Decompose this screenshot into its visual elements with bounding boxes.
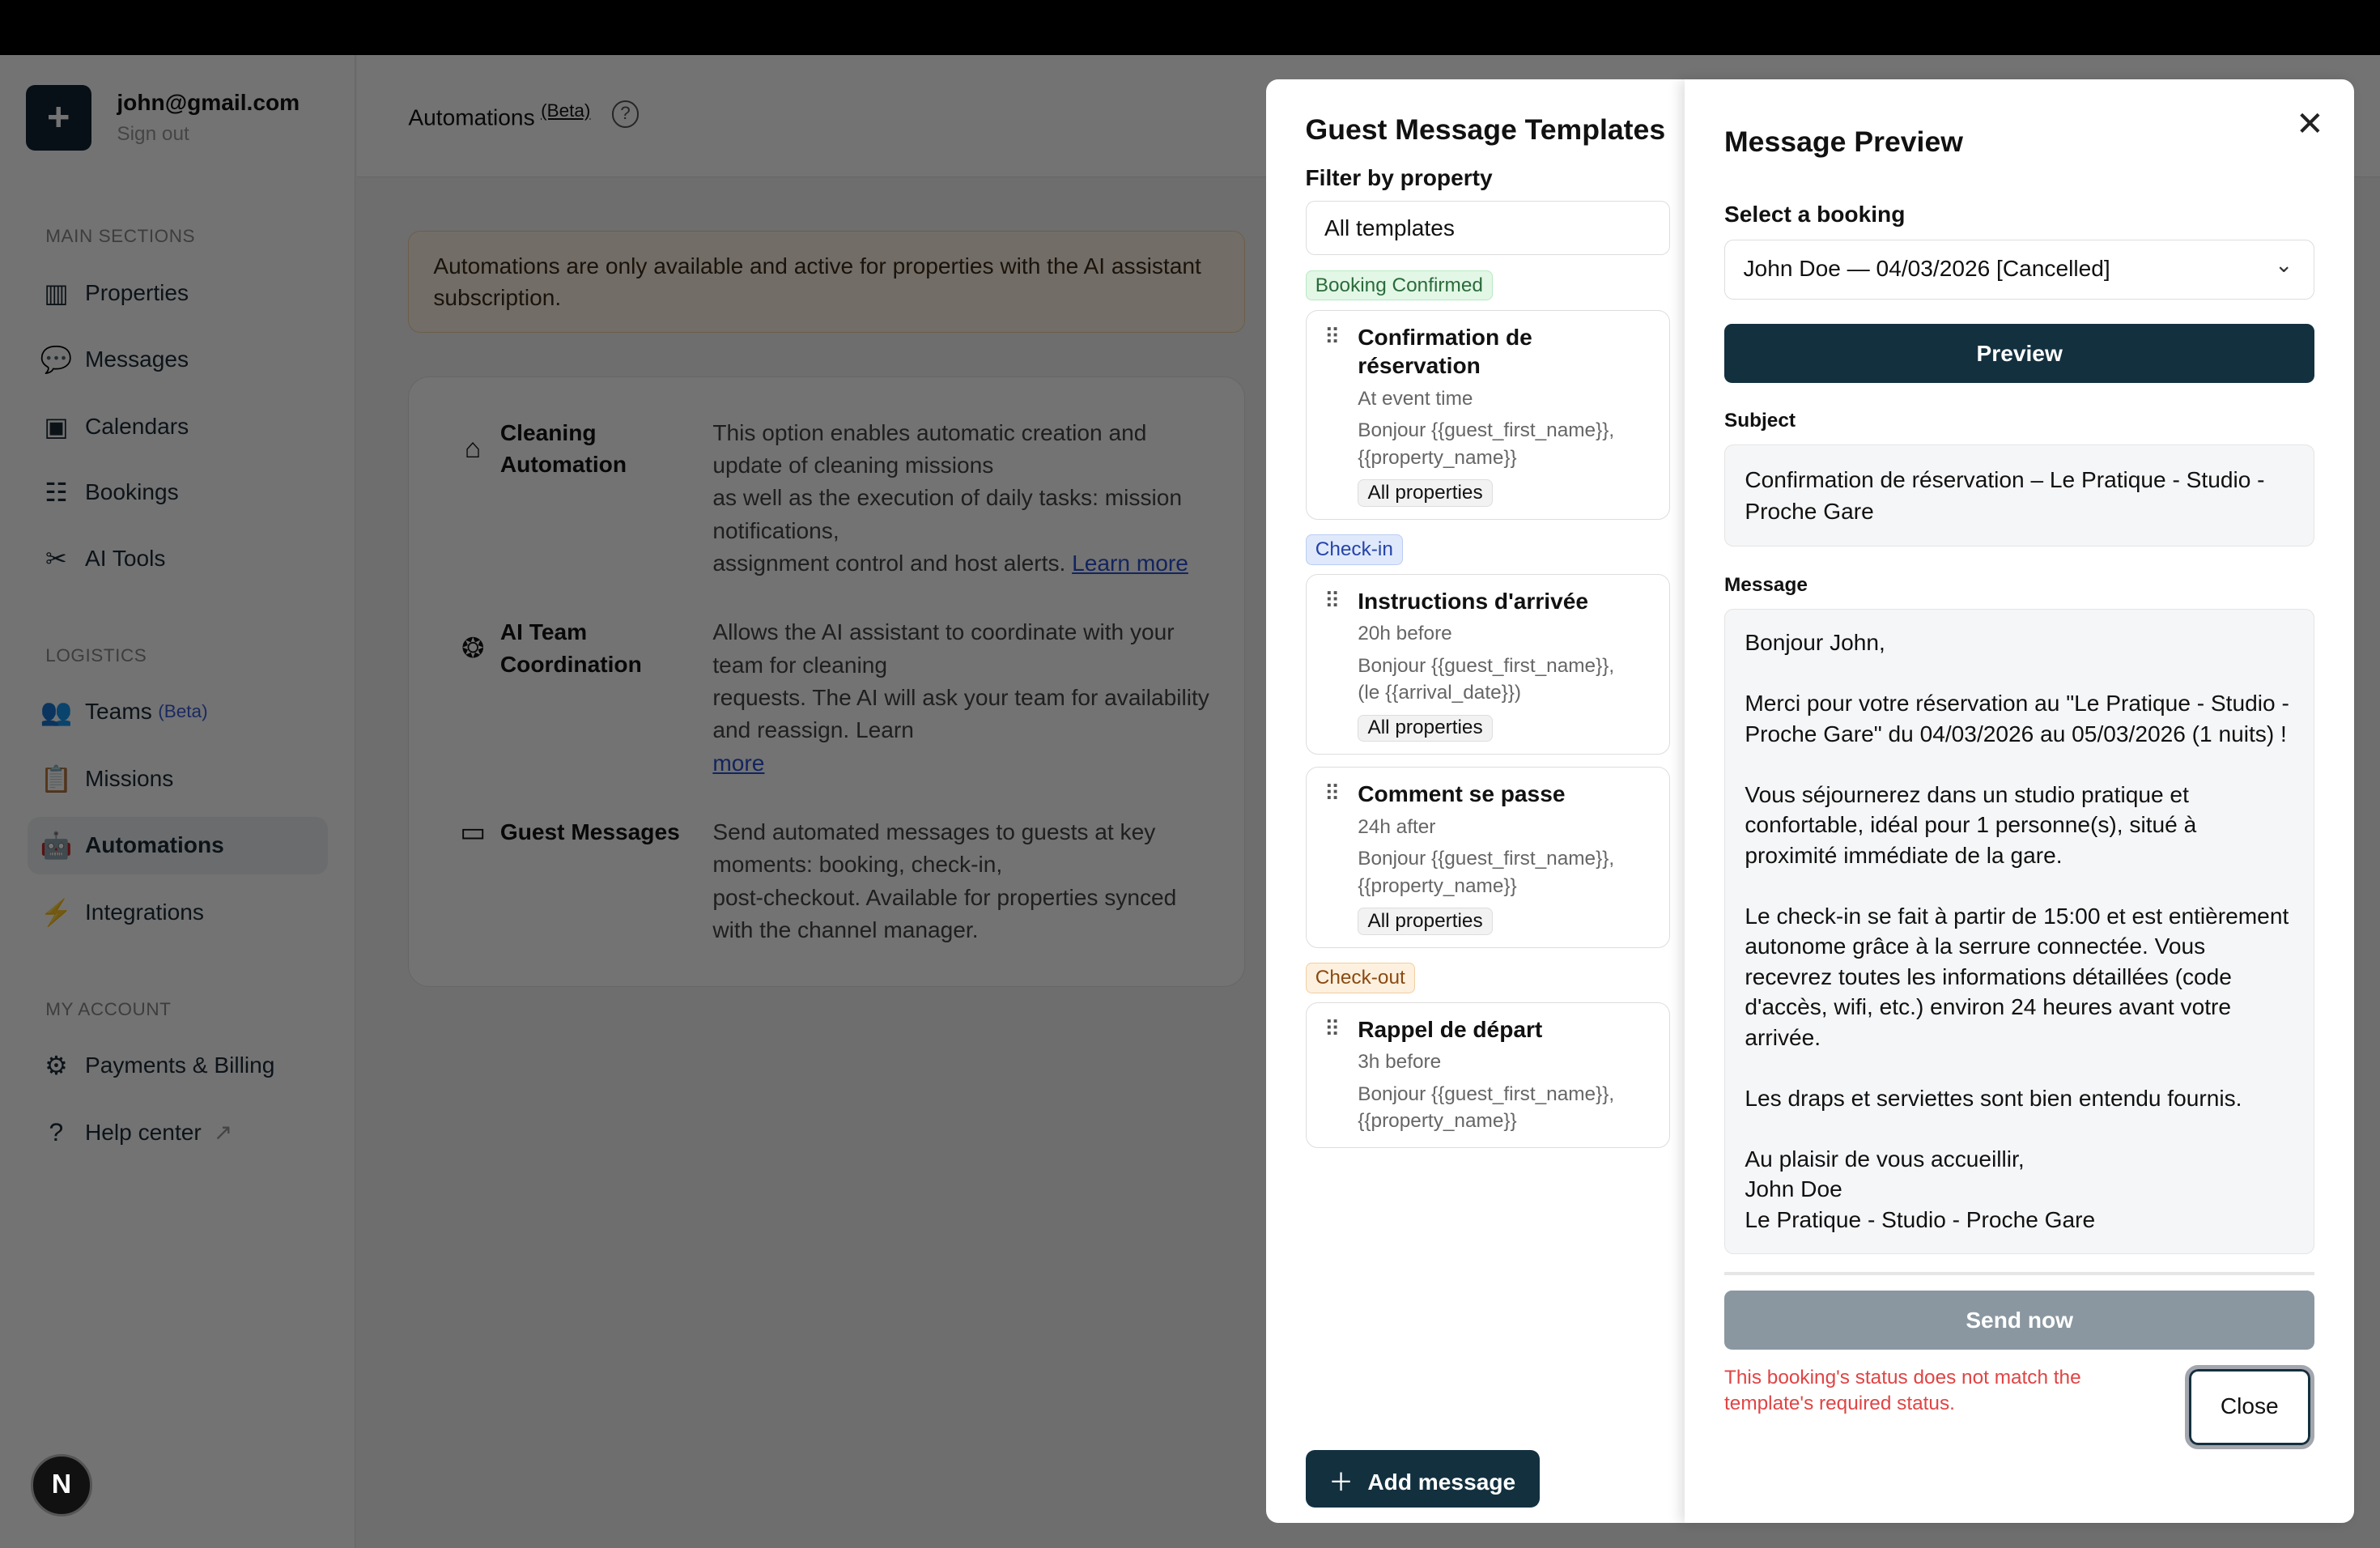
preview-button[interactable]: Preview [1724,324,2314,383]
template-card[interactable] [1306,310,1670,520]
template-body [1358,653,1656,708]
section-account: MY ACCOUNT [45,998,172,1019]
learn-more-link[interactable]: Learn more [1072,551,1188,576]
feature-desc [712,417,1213,580]
line: assignment control and host alerts. [712,551,1066,576]
scope-badge: All properties [1358,908,1493,935]
sidebar-item-ai-tools[interactable] [28,529,328,587]
label: Teams [85,699,152,725]
tag-check-in: Check-in [1306,534,1404,565]
plug-icon: ⚡ [40,897,73,927]
feature-heading [455,616,713,680]
scope-badge: All properties [1358,479,1493,507]
label: Automations [85,832,224,858]
template-timing: At event time [1358,387,1473,410]
sidebar-item-teams[interactable] [28,683,328,741]
status-error: This booking's status does not match the template's required status. [1724,1366,2081,1414]
label: Integrations [85,899,204,925]
close-icon[interactable]: ✕ [2296,105,2324,143]
sidebar-item-calendars[interactable] [28,398,328,455]
sidebar-item-integrations[interactable] [28,883,328,941]
close-button[interactable]: Close [2189,1369,2310,1445]
send-now-button[interactable]: Send now [1724,1291,2314,1350]
template-card[interactable] [1306,1002,1670,1148]
info-banner: Automations are only available and active for properties with the AI assistant subscription. [408,231,1244,333]
brain-icon: ❂ [461,632,485,664]
add-message-button[interactable] [1306,1450,1541,1508]
feature-desc [712,616,1213,780]
message-preview-dialog [1685,79,2354,1523]
calendar-icon: ▣ [44,411,69,441]
label: Add message [1367,1469,1516,1495]
templates-panel [1266,79,1685,1523]
robot-icon: 🤖 [40,831,73,861]
chevron-down-icon: ⌄ [2275,253,2293,278]
dev-badge[interactable]: N [31,1454,93,1516]
divider [1724,1272,2314,1275]
template-body [1358,1081,1656,1136]
external-link-icon: ↗ [213,1120,233,1146]
feature-title: Guest Messages [499,819,680,845]
dialog-title: Message Preview [1724,125,1963,158]
sidebar-item-automations[interactable] [28,817,328,874]
selected-value: John Doe — 04/03/2026 [Cancelled] [1743,256,2110,282]
template-body [1358,845,1656,900]
line: Send automated messages to guests at key moments: booking, check-in, [712,819,1156,878]
feature-title: Cleaning Automation [499,419,627,478]
plus-icon: ＋ [1329,1469,1353,1495]
label: AI Tools [85,546,166,571]
sidebar-item-messages[interactable] [28,331,328,389]
sidebar-item-help-center[interactable] [28,1104,328,1161]
billing-icon: ⚙ [45,1051,68,1081]
section-main: MAIN SECTIONS [45,226,196,247]
section-logistics: LOGISTICS [45,644,147,666]
line: Bonjour {{guest_first_name}}, [1358,419,1615,441]
line: Bonjour {{guest_first_name}}, [1358,654,1615,677]
booking-select[interactable] [1724,240,2314,299]
line: as well as the execution of daily tasks: mission notifications, [712,485,1183,543]
feature-desc [712,816,1213,946]
beta-link[interactable]: (Beta) [541,100,591,121]
line: post-checkout. Available for properties synced with the channel manager. [712,884,1177,942]
template-card[interactable] [1306,574,1670,755]
templates-title: Guest Message Templates [1305,113,1666,146]
feature-ai-team [455,616,1220,780]
user-email: john@gmail.com [117,89,300,115]
property-filter-select[interactable]: All templates [1306,201,1670,256]
label: Payments & Billing [85,1053,275,1078]
label: Bookings [85,478,179,504]
sidebar [0,55,355,1548]
chat-icon: 💬 [40,345,73,375]
feature-heading [455,417,713,481]
template-card[interactable] [1306,767,1670,947]
title-text: Automations [408,104,535,130]
page-title [408,100,590,130]
message-body: Bonjour John, Merci pour votre réservation au "Le Pratique - Studio - Proche Gare" du 04/03/2026 au 05/03/2026 (1 nuits) ! Vous séjournerez dans un studio pratique et confortable, idéal pour 1 personne(s), situé à proximité immédiate de la gare. Le check-in se fait à partir de 15:00 et est entièrement autonome grâce à la serrure connectée. Vous recevrez toutes les informations détaillées (code d'accès, wifi, etc.) environ 24 heures avant votre arrivée. Les draps et serviettes sont bien entendu fournis. Au plaisir de vous accueillir, John Doe Le Pratique - Studio - Proche Gare [1724,609,2314,1254]
line: This option enables automatic creation and update of cleaning missions [712,419,1147,478]
line: {{property_name}} [1358,446,1517,469]
clipboard-icon: 📋 [40,763,73,793]
label: Properties [85,279,189,305]
team-icon: 👥 [40,697,73,727]
booking-select-label: Select a booking [1724,202,1906,228]
template-title: Confirmation de réservation [1358,324,1532,379]
template-body [1358,417,1656,472]
line: Bonjour {{guest_first_name}}, [1358,847,1615,870]
dialog-footer [1724,1365,2314,1445]
tools-icon: ✂ [45,544,67,573]
drag-handle-icon[interactable]: ⠿ [1324,324,1337,349]
template-timing: 3h before [1358,1051,1442,1074]
help-icon: ? [49,1117,64,1147]
filter-label: Filter by property [1305,165,1493,191]
feature-guest-messages [455,816,1220,946]
template-timing: 24h after [1358,815,1436,838]
message-icon: ▭ [460,816,487,848]
label: Missions [85,765,174,791]
drag-handle-icon[interactable]: ⠿ [1324,1016,1337,1041]
features-card [408,376,1244,987]
template-title: Rappel de départ [1358,1017,1543,1042]
label: Help center [85,1119,202,1145]
top-bar [0,0,2380,55]
sidebar-item-missions[interactable] [28,750,328,807]
tag-check-out: Check-out [1306,963,1416,993]
line: {{property_name}} [1358,1110,1517,1133]
app-logo[interactable]: + [26,85,91,151]
template-timing: 20h before [1358,623,1452,645]
drag-handle-icon[interactable]: ⠿ [1324,781,1337,806]
sidebar-item-properties[interactable] [28,264,328,321]
drag-handle-icon[interactable]: ⠿ [1324,588,1337,613]
sidebar-item-bookings[interactable] [28,463,328,521]
feature-cleaning [455,417,1220,580]
building-icon: ▥ [44,278,69,308]
subject-label: Subject [1724,410,1796,432]
template-title: Instructions d'arrivée [1358,589,1588,614]
broom-icon: ⌂ [464,432,482,464]
line: Bonjour {{guest_first_name}}, [1358,1082,1615,1105]
bookings-icon: ☷ [45,477,68,507]
beta-badge: (Beta) [158,701,208,722]
label: Messages [85,347,189,372]
line: Allows the AI assistant to coordinate with your team for cleaning [712,619,1175,678]
template-title: Comment se passe [1358,781,1566,807]
line: {{property_name}} [1358,874,1517,897]
help-icon[interactable]: ? [612,100,640,128]
learn-more-link[interactable]: more [712,750,765,776]
feature-title: AI Team Coordination [499,619,642,677]
subject-field: Confirmation de réservation – Le Pratique - Studio - Proche Gare [1724,444,2314,546]
sidebar-item-payments[interactable] [28,1037,328,1095]
line: requests. The AI will ask your team for availability and reassign. Learn [712,684,1209,743]
label: Calendars [85,413,189,439]
scope-badge: All properties [1358,715,1493,742]
line: (le {{arrival_date}}) [1358,682,1522,704]
sign-out-link[interactable]: Sign out [117,122,189,145]
tag-booking-confirmed: Booking Confirmed [1306,270,1494,301]
feature-heading [455,816,713,848]
message-label: Message [1724,573,1808,596]
